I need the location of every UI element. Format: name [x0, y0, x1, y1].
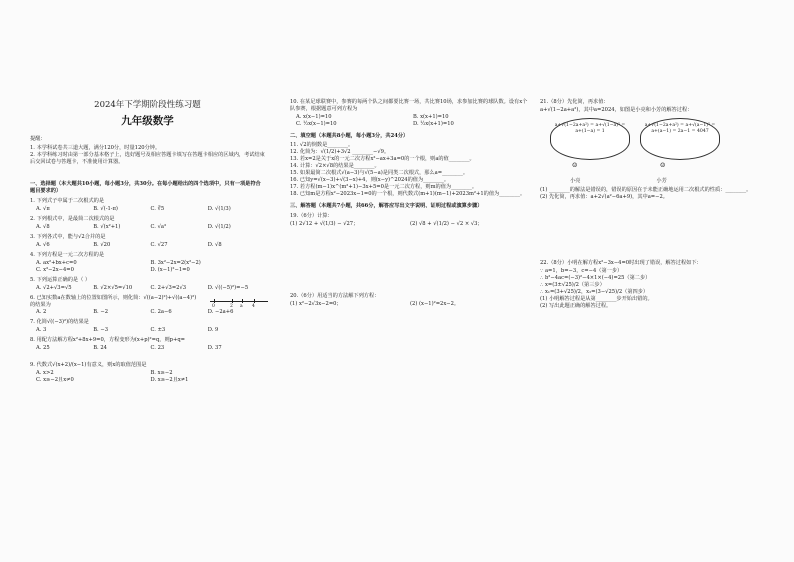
- question-17: 17. 若方程(m−1)x^(m²+1)−3x+5=0是一元二次方程，则m的值为________。: [290, 184, 478, 190]
- question-9-options: A. x>2 B. x≥−2 C. x≥−2且x≠0 D. x≥−2且x≠1: [36, 370, 189, 383]
- label-xiaofang: 小芳: [656, 178, 667, 184]
- q22-step-4: ∴ x₁=(3+√25)/2，x₂=(3−√25)/2（第四步）: [540, 289, 649, 295]
- question-21-stem: a+√(1−2a+a²)，其中a=2024，如图是小亮和小芳的解答过程：: [540, 107, 693, 113]
- question-12: 12. 化简为：√(1/2)+3√2 ________−√9。: [290, 149, 390, 155]
- solution-clouds: [540, 118, 780, 180]
- question-10: 10. 在某足球联赛中，参赛的每两个队之间都要比赛一场，共比赛10场，求参加比赛的球队数。设有x个队参赛，根据题意可列方程为: [290, 99, 528, 112]
- question-3-options: A. √6 B. √20 C. √27 D. √8: [36, 242, 222, 248]
- question-8-options: A. 25 B. 24 C. 23 D. 37: [36, 345, 222, 351]
- question-19-parts: [290, 221, 530, 228]
- question-22: 22.（8分）小明在解方程x²−3x−4=0时出现了错误，解答过程如下：: [540, 260, 702, 266]
- section-1-heading: 一、选择题（本大题共10小题，每小题3分，共30分。在每小题给出的四个选项中，只有一项是符合题目要求的）: [30, 181, 261, 194]
- section-2-heading: 二、填空题（本题共8小题，每小题3分，共24分）: [290, 133, 409, 139]
- question-20: 20.（6分）用适当的方法解下列方程：: [290, 293, 380, 299]
- question-7-options: A. 3 B. −3 C. ±3 D. 9: [36, 327, 219, 333]
- question-5: 5. 下列运算正确的是（ ）: [30, 277, 91, 283]
- person-icon: ☺: [660, 162, 666, 169]
- question-2: 2. 下列根式中，是最简二次根式的是: [30, 216, 115, 222]
- notes-heading: 提醒：: [30, 136, 46, 142]
- question-4-options: A. ax²+bx+c=0 B. 3x²−2x=2(x²−2) C. x³−2x−4=0 D. (x−1)²−1=0: [36, 260, 201, 273]
- question-11: 11. √2的倒数是________。: [290, 142, 354, 148]
- cloud-xiaoliang: a+√(1−2a+a²) = a+√(1−a)² = a+(1−a) = 1: [550, 118, 630, 160]
- exam-title: 2024年下学期阶段性练习题: [94, 100, 201, 110]
- question-3: 3. 下列各式中，能与√2合并的是: [30, 234, 106, 240]
- column-left: [30, 96, 265, 387]
- question-13: 13. 若x=2是关于x的一元二次方程x²−ax+3a=0的一个根，则a的值________。: [290, 156, 475, 162]
- question-20-part-2: (2) (x−1)²=2x−2。: [410, 301, 460, 307]
- question-10-options: A. x(x−1)=10 B. x(x+1)=10 C. ½x(x−1)=10 D. ½x(x+1)=10: [296, 114, 454, 127]
- number-line: 0 2 a 4: [210, 298, 270, 308]
- person-icon: ☺: [572, 162, 578, 169]
- subject-title: 九年级数学: [121, 115, 174, 127]
- question-2-options: A. √8 B. √(x²+1) C. √a³ D. √(1/2): [36, 224, 231, 230]
- cloud-xiaofang: a+√(1−2a+a²) = a+√(a−1)² = a+(a−1) = 2a−1 = 4047: [640, 118, 720, 160]
- question-4: 4. 下列方程是一元二次方程的是: [30, 252, 105, 258]
- q22-step-3: ∴ x=(3±√25)/2（第三步）: [540, 282, 605, 288]
- question-14: 14. 计算：√2×√8的结果是________。: [290, 163, 380, 169]
- question-1-options: A. √π B. √(-1-π) C. ∛5 D. √(1/3): [36, 206, 231, 212]
- question-22-part-1: (1) 小明解答过程是从第________步开始出错的。: [540, 296, 653, 302]
- question-15: 15. 如果最简二次根式√(a−3)与√(5−a)是同类二次根式，那么a=________。: [290, 170, 469, 176]
- question-9: 9. 代数式√(x+2)/(x−1)有意义，则x的取值范围是: [30, 362, 147, 368]
- question-8: 8. 用配方法解方程x²+8x+9=0，方程变形为(x+p)²=q，则p+q=: [30, 337, 186, 343]
- column-middle: [290, 96, 530, 308]
- question-21: 21.（8分）先化简，再求值：: [540, 99, 609, 105]
- q22-step-2: ∴ b²−4ac=(−3)²−4×1×(−4)=25（第二步）: [540, 275, 651, 281]
- question-21-part-2: (2) 先化简，再求值：a+2√(a²−6a+9)，其中a=−2。: [540, 194, 668, 200]
- label-xiaoliang: 小亮: [570, 178, 581, 184]
- column-right: [540, 96, 780, 310]
- question-19-part-2: (2) √8 + √(1/2) − √2 × √3；: [410, 221, 483, 227]
- question-20-part-1: (1) x²−2√3x−2=0；: [290, 301, 342, 307]
- question-18: 18. 已知m是方程x²−2023x−1=0的一个根，则代数式(m+1)(m−1)+2023m²+1的值为________。: [290, 191, 526, 197]
- question-21-part-1: (1) ________的解法是错误的，错误的原因在于未能正确地运用二次根式的性质：________。: [540, 187, 752, 193]
- section-3-heading: 三、解答题（本题共7小题，共66分，解答应写出文字说明、证明过程或演算步骤）: [290, 203, 483, 209]
- question-19: 19.（6分）计算：: [290, 213, 333, 219]
- q22-step-1: ∵ a=1，b=−3，c=−4（第一步）: [540, 268, 623, 274]
- note-1: 1. 本学科试卷共三道大题，满分120分，时量120分钟。: [30, 145, 161, 151]
- question-19-part-1: (1) 2√12 + √(1/3) − √27；: [290, 221, 359, 227]
- question-16: 16. 已知y=√(x−3)+√(3−x)+4，则(x−y)^2024的值为________。: [290, 177, 450, 183]
- note-2: 2. 本学科练习时由第一部分基本格子上，选好题号及相应答题卡填写在答题卡相应的区域内，考试结束后交回试卷与答题卡，不准使用计算器。: [30, 152, 265, 165]
- question-1: 1. 下列式子中属于二次根式的是: [30, 198, 105, 204]
- question-20-parts: [290, 301, 530, 308]
- question-6: 6. 已知实数a在数轴上的位置如图所示，则化简：√((a−2)²)+√((a−4)²)的结果为: [30, 295, 197, 308]
- question-22-part-2: (2) 写出此题正确的解答过程。: [540, 303, 612, 309]
- question-5-options: A. √2+√3=√5 B. √2×√5=√10 C. 2+√3=2√3 D. √((−5)²)=−5: [36, 285, 249, 291]
- question-6-options: A. 2 B. −2 C. 2a−6 D. −2a+6: [36, 309, 234, 315]
- question-7: 7. 化简√((−3)²)的结果是: [30, 319, 89, 325]
